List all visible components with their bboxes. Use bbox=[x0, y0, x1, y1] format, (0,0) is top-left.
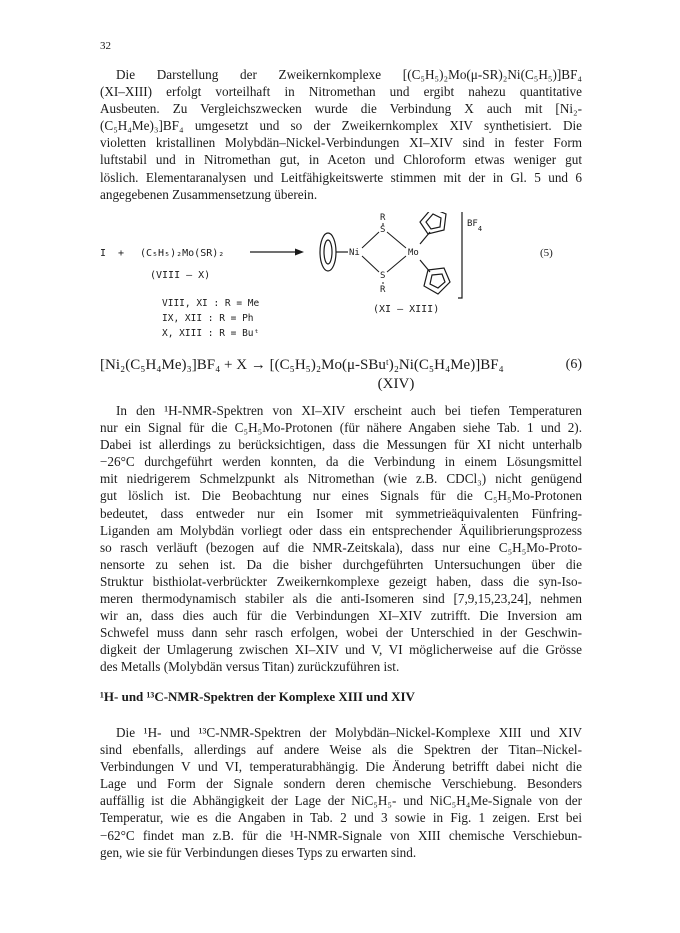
mo-cp-ring-top-icon bbox=[420, 212, 446, 244]
text-line: luftstabil und in Nitromethan gut, in Aceton und Chloroform etwas weniger gut bbox=[100, 152, 582, 168]
reaction-scheme-5 bbox=[90, 212, 590, 347]
substituent-list bbox=[162, 298, 260, 339]
text-line: Die Darstellung der Zweikernkomplexe [(C₅H₅)₂Mo(μ-SR)₂Ni(C₅H₅)]BF₄ bbox=[116, 67, 582, 82]
page-number: 32 bbox=[100, 40, 111, 52]
text-line: Schwefel muss dann sehr rasch erfolgen, wobei der Unterschied in der Geschwin- bbox=[100, 625, 582, 641]
equation-6-text: [Ni₂(C₅H₄Me)₃]BF₄ + X → [(C₅H₅)₂Mo(μ-SBuᵗ)₂Ni(C₅H₄Me)]BF₄ bbox=[100, 357, 504, 373]
counterion: $BF_4$ bbox=[467, 219, 483, 233]
text-line: mit niedrigerem Schmelzpunkt als Nitromethan (wie z.B. CDCl₃) nicht genügend bbox=[100, 471, 582, 487]
reactant-1-label: I bbox=[100, 248, 107, 259]
reactant-2-formula: (C₅H₅)₂Mo(SR)₂ bbox=[140, 248, 225, 259]
scheme-drawing bbox=[90, 212, 590, 347]
intro-paragraph bbox=[100, 66, 582, 203]
plus-sign: + bbox=[118, 248, 125, 259]
substituent-line: VIII, XI : R = Me bbox=[162, 298, 260, 309]
equation-number-5: (5) bbox=[540, 247, 553, 259]
text-line: (C₅H₄Me)₃]BF₄ umgesetzt und so der Zweikernkomplex XIV synthetisiert. Die bbox=[100, 118, 582, 134]
text-line: (XI–XIII) erfolgt vorteilhaft in Nitromethan und ergibt nahezu quantitative bbox=[100, 84, 582, 100]
final-paragraph bbox=[100, 724, 582, 861]
text-line: des Metalls (Molybdän versus Titan) zurückzuführen ist. bbox=[100, 659, 400, 675]
text-line: Ausbeuten. Zu Vergleichszwecken wurde die Verbindung X auch mit [Ni₂- bbox=[100, 101, 582, 117]
atom-s-bottom: S bbox=[380, 271, 386, 281]
bracket bbox=[458, 212, 462, 298]
equation-number-6: (6) bbox=[565, 357, 582, 372]
text-line: Die ¹H- und ¹³C-NMR-Spektren der Molybdän–Nickel-Komplexe XIII und XIV bbox=[116, 725, 582, 740]
text-line: nur ein Signal für die C₅H₅Mo-Protonen (für nähere Angaben siehe Tab. 1 und 2). bbox=[100, 420, 582, 436]
text-line: Verbindungen V und VI, temperaturabhängig. Die Änderung betrifft dabei nicht die bbox=[100, 759, 582, 775]
text-line: Dabei ist allerdings zu berücksichtigen, dass die Messungen für XI nicht unterhalb bbox=[100, 437, 582, 453]
section-heading: ¹H- und ¹³C-NMR-Spektren der Komplexe XIII und XIV bbox=[100, 689, 415, 704]
text-line: gen, wie sie für Verbindungen dieses Typs zu erwarten sind. bbox=[100, 844, 417, 860]
equation-6 bbox=[100, 357, 582, 393]
substituent-line: X, XIII : R = Buᵗ bbox=[162, 328, 260, 339]
text-line: nensorte zu sehen ist. Da die bisher durchgeführten Untersuchungen über die bbox=[100, 556, 582, 572]
text-line: meren thermodynamisch stabiler als die anti-Isomeren sind [7,9,15,23,24], nehmen bbox=[100, 591, 582, 607]
text-line: auffällig ist die Abhängigkeit der Lage der NiC₅H₅- und NiC₅H₄Me-Signale von der bbox=[100, 793, 582, 809]
text-line: Liganden am Molybdän vorliegt oder dass ein entsprechender Äquilibrierungsprozess bbox=[100, 522, 582, 538]
text-line: Struktur bisthiolat-verbrückter Zweikernkomplexe gezeigt haben, dass die syn-Iso- bbox=[100, 573, 582, 589]
product-label: (XI – XIII) bbox=[373, 304, 440, 315]
text-line: Temperatur, wie es die Angaben in Tab. 2 und 3 sowie in Fig. 1 zeigen. Erst bei bbox=[100, 810, 582, 826]
text-line: In den ¹H-NMR-Spektren von XI–XIV erscheint auch bei tiefen Temperaturen bbox=[116, 403, 582, 418]
text-line: so rasch verläuft (bezogen auf die NMR-Zeitskala), dass nur eine C₅H₅Mo-Proto- bbox=[100, 539, 582, 555]
text-line: −26°C durchgeführt werden konnten, da die Verbindung in einem Lösungsmittel bbox=[100, 454, 582, 470]
text-line: gut löslich ist. Die Beobachtung nur eines Signals für die C₅H₅Mo-Protonen bbox=[100, 488, 582, 504]
text-line: sind ebenfalls, allerdings auf andere Weise als die Spektren der Titan–Nickel- bbox=[100, 742, 582, 758]
ni-cp-ring-icon bbox=[320, 233, 348, 271]
text-line: wir an, dass dies auch für die Verbindungen XI–XIV zutrifft. Die Inversion am bbox=[100, 608, 582, 624]
atom-s-top: S bbox=[380, 225, 386, 235]
text-line: löslich. Elementaranalysen und Leitfähigkeitswerte stimmen mit der in Gl. 5 und 6 bbox=[100, 169, 582, 185]
substituent-line: IX, XII : R = Ph bbox=[162, 313, 254, 324]
reaction-arrow bbox=[250, 249, 304, 256]
mo-cp-ring-bottom-icon bbox=[420, 260, 450, 294]
text-line: angegebenen Zusammensetzung überein. bbox=[100, 186, 318, 202]
atom-ni: Ni bbox=[349, 248, 360, 258]
text-line: digkeit der Umlagerung zwischen XI–XIV und V, VI möglicherweise auf die Grösse bbox=[100, 642, 582, 658]
text-line: Lage und Form der Signale sondern deren chemische Verschiebung. Besonders bbox=[100, 776, 582, 792]
text-line: −62°C findet man z.B. für die ¹H-NMR-Signale von XIII chemische Verschiebun- bbox=[100, 827, 582, 843]
r-bottom: R bbox=[380, 285, 386, 295]
text-line: violetten kristallinen Molybdän–Nickel-Verbindungen XI–XIV sind in fester Form bbox=[100, 135, 582, 151]
nmr-paragraph bbox=[100, 402, 582, 676]
reactant-2-numbers: (VIII – X) bbox=[150, 270, 211, 281]
r-top: R bbox=[380, 213, 386, 223]
atom-mo: Mo bbox=[408, 248, 419, 258]
text-line: bedeutet, dass entweder nur ein Isomer mit symmetrieäquivalenten Fünfring- bbox=[100, 505, 582, 521]
equation-6-product-label: (XIV) bbox=[377, 376, 415, 392]
